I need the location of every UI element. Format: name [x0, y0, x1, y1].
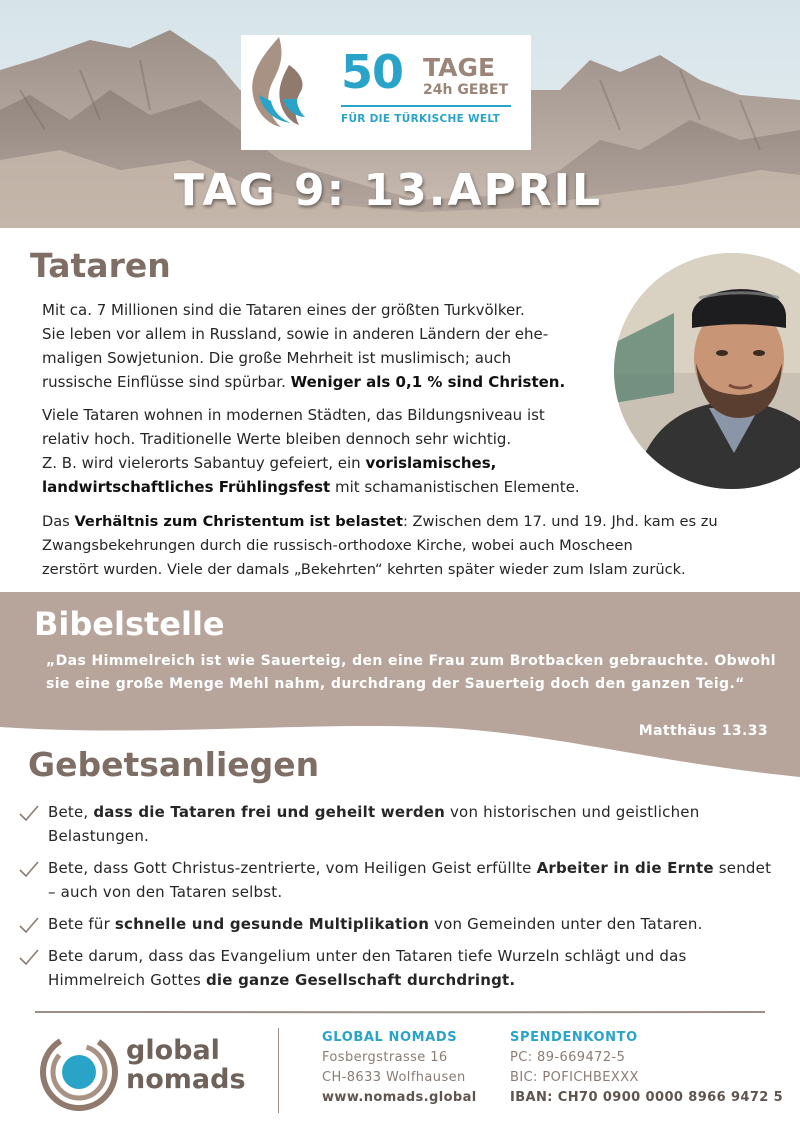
bold-text: dass die Tataren frei und geheilt werden: [93, 803, 446, 821]
portrait-photo: [614, 253, 800, 489]
org-city: CH-8633 Wolfhausen: [322, 1070, 466, 1085]
paragraph-intro: [42, 298, 612, 394]
donation-heading: SPENDENKONTO: [510, 1030, 638, 1045]
logo-divider: [341, 105, 511, 107]
text-line: Sie leben vor allem in Russland, sowie in anderen Ländern der ehe-: [42, 325, 549, 343]
logo-tage: TAGE: [423, 53, 496, 82]
text-line: [42, 510, 792, 534]
global-nomads-logo-icon: [40, 1033, 118, 1111]
text-span: von Gemeinden unter den Tataren.: [429, 915, 703, 933]
text-span: Bete, dass Gott Christus-zentrierte, vom Heiligen Geist erfüllte: [48, 859, 537, 877]
paragraph-culture: [42, 403, 622, 499]
bold-text: schnelle und gesunde Multiplikation: [114, 915, 430, 933]
text-line: maligen Sowjetunion. Die große Mehrheit ist muslimisch; auch: [42, 349, 512, 367]
header-banner: [0, 0, 800, 228]
text-span: russische Einflüsse sind spürbar.: [42, 373, 291, 391]
footer-separator: [278, 1028, 279, 1113]
text-line: [42, 451, 622, 475]
logo-number: 50: [341, 45, 404, 99]
brand-name-line1: global: [126, 1035, 220, 1066]
bible-verse: „Das Himmelreich ist wie Sauerteig, den eine Frau zum Brotbacken gebrauchte. Obwohl sie eine große Menge Mehl nahm, durchdrang der Sauerteig doch den ganzen Teig.“: [46, 653, 776, 692]
org-website-link[interactable]: www.nomads.global: [322, 1090, 477, 1105]
text-span: von historischen und geistlichen Belastungen.: [48, 803, 700, 845]
flame-icon: [241, 35, 311, 130]
org-street: Fosbergstrasse 16: [322, 1050, 448, 1065]
section-heading-bibelstelle: Bibelstelle: [34, 605, 225, 643]
text-span: Bete für: [48, 915, 115, 933]
paragraph-christianity: [42, 510, 792, 582]
bold-text: Arbeiter in die Ernte: [536, 859, 714, 877]
checkmark-icon: [18, 804, 40, 822]
text-line: Mit ca. 7 Millionen sind die Tataren eines der größten Turkvölker.: [42, 301, 525, 319]
text-span: mit schamanistischen Elemente.: [330, 478, 580, 496]
list-item: [18, 800, 778, 848]
checkmark-icon: [18, 948, 40, 966]
text-line: relativ hoch. Traditionelle Werte bleiben dennoch sehr wichtig.: [42, 430, 512, 448]
list-item: [18, 856, 778, 904]
text-span: Das: [42, 513, 75, 530]
section-heading-gebetsanliegen: Gebetsanliegen: [28, 745, 320, 784]
checkmark-icon: [18, 916, 40, 934]
text-span: : Zwischen dem 17. und 19. Jhd. kam es zu: [402, 513, 718, 530]
org-heading: GLOBAL NOMADS: [322, 1030, 458, 1045]
text-line: [42, 475, 622, 499]
day-title: TAG 9: 13.APRIL: [173, 165, 603, 216]
text-line: Zwangsbekehrungen durch die russisch-orthodoxe Kirche, wobei auch Moscheen: [42, 537, 633, 554]
footer-donation: [510, 1028, 783, 1108]
text-line: zerstört wurden. Viele der damals „Bekehrten“ kehrten später wieder zum Islam zurück.: [42, 561, 686, 578]
bold-text: landwirtschaftliches Frühlingsfest: [42, 478, 331, 496]
bold-text: vorislamisches,: [365, 454, 497, 472]
donation-bic: BIC: POFICHBEXXX: [510, 1070, 639, 1085]
tatar-man-portrait: [614, 253, 800, 489]
bold-text: Weniger als 0,1 % sind Christen.: [290, 373, 566, 391]
donation-pc: PC: 89-669472-5: [510, 1050, 626, 1065]
text-line: [42, 370, 612, 394]
section-heading-tataren: Tataren: [30, 246, 171, 285]
brand-name-line2: nomads: [126, 1064, 246, 1095]
logo-prayer: 24h GEBET: [423, 82, 509, 98]
prayer-list: [18, 800, 778, 1000]
list-item: [18, 912, 778, 936]
text-span: Bete darum, dass das Evangelium unter den Tataren tiefe Wurzeln schlägt und das Himmelreich Gottes: [48, 947, 687, 989]
text-span: Bete,: [48, 803, 94, 821]
bold-text: die ganze Gesellschaft durchdringt.: [206, 971, 516, 989]
text-span: Z. B. wird vielerorts Sabantuy gefeiert, ein: [42, 454, 366, 472]
checkmark-icon: [18, 860, 40, 878]
footer-address: [322, 1028, 477, 1108]
text-line: Viele Tataren wohnen in modernen Städten, das Bildungsniveau ist: [42, 406, 545, 424]
logo-subtitle: FÜR DIE TÜRKISCHE WELT: [341, 113, 501, 125]
donation-iban: IBAN: CH70 0900 0000 8966 9472 5: [510, 1090, 784, 1105]
bold-text: Verhältnis zum Christentum ist belastet: [74, 513, 403, 530]
footer-divider: [35, 1010, 765, 1014]
text-span: sendet – auch von den Tataren selbst.: [48, 859, 772, 901]
campaign-logo: [241, 35, 531, 150]
list-item: [18, 944, 778, 992]
bible-reference: Matthäus 13.33: [638, 723, 768, 739]
